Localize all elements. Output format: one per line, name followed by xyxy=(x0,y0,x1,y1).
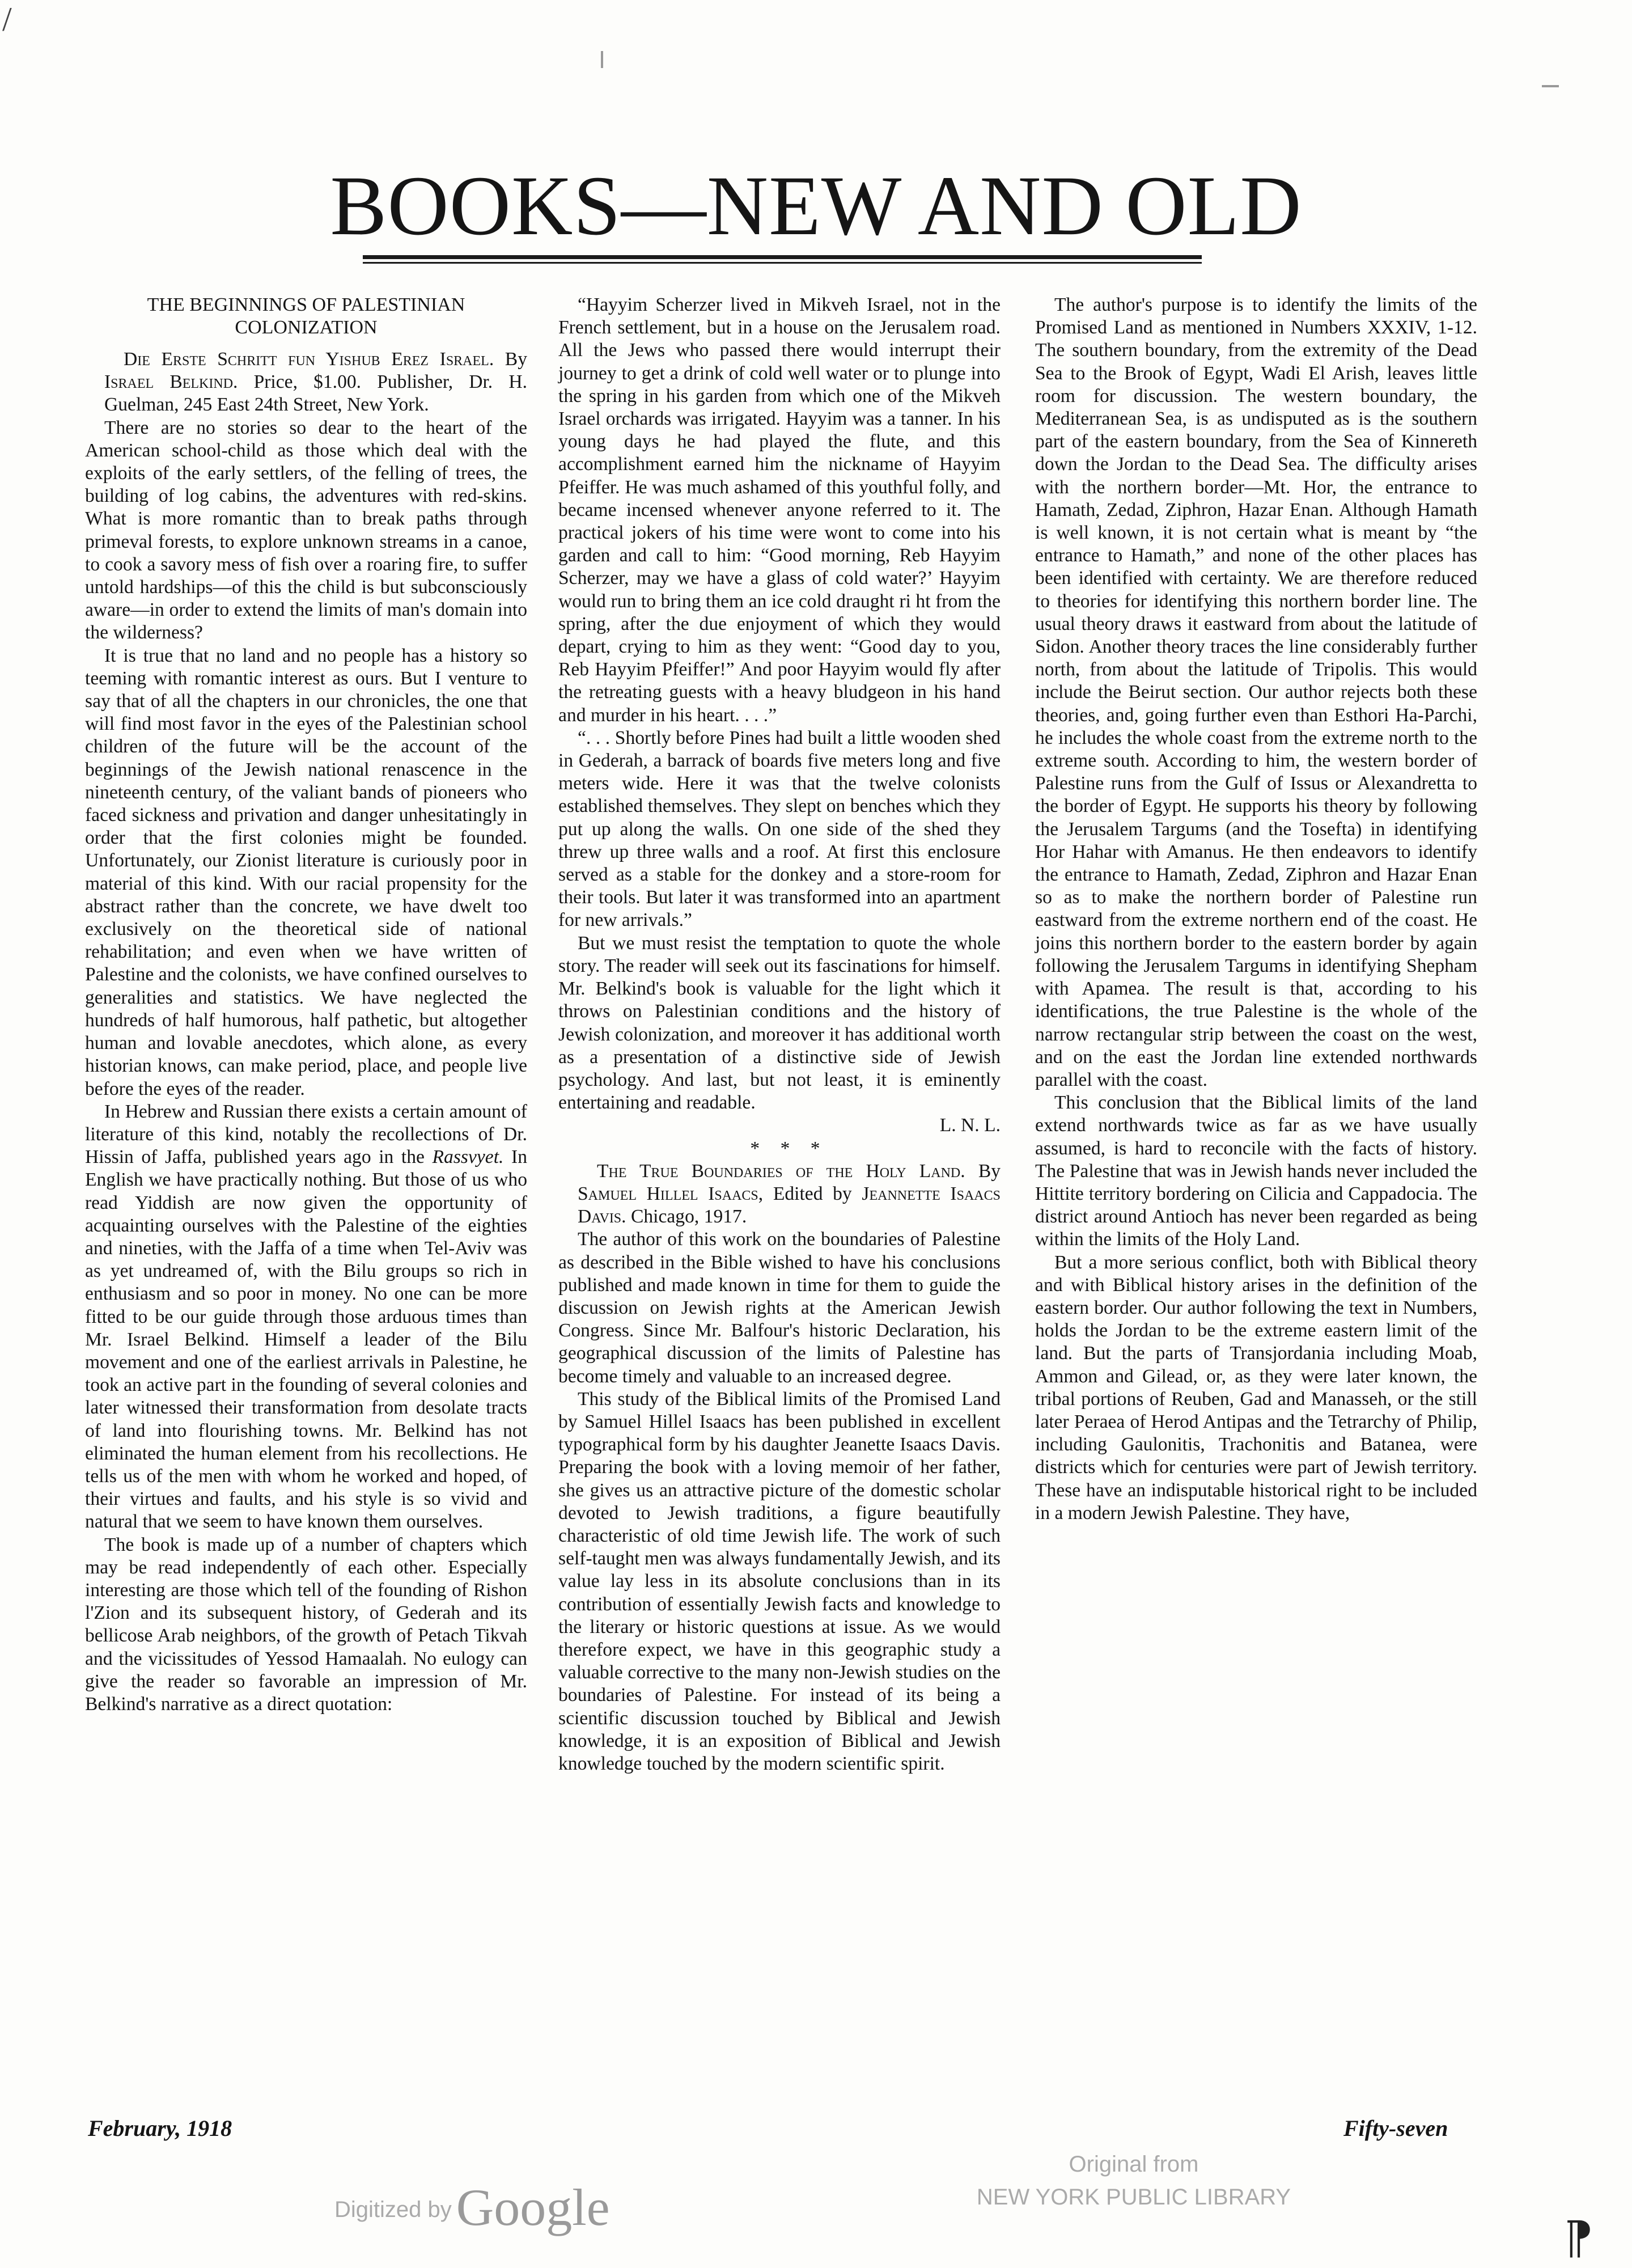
book-details: Chicago, 1917. xyxy=(630,1206,747,1228)
text-run: In English we have practically nothing. But those of us who read Yiddish are now given the opportunity of acquainting ourselves with the Palestine of the eighties and nineties, with the Jaffa of a time when Tel-Aviv was as yet undreamed of, with the Bilu groups so rich in enthusiasm and so poor in money. No one can be more fitted to be our guide through those arduous times than Mr. Israel Belkind. Himself a leader of the Bilu movement and one of the earliest arrivals in Palestine, he took an active part in the founding of several colonies and later witnessed their transformation from desolate tracts of land into flourishing towns. Mr. Belkind has not eliminated the human element from his recollections. He tells us of the men with whom he worked and hoped, of their virtues and faults, and his style is so vivid and natural that we seem to have known them ourselves. xyxy=(85,1146,527,1533)
editor-prefix: Edited by xyxy=(773,1183,852,1204)
digitized-by-notice xyxy=(334,2177,610,2237)
review-heading: THE BEGINNINGS OF PALESTINIAN COLONIZATION xyxy=(147,294,465,338)
paragraph: This study of the Biblical limits of the Promised Land by Samuel Hillel Isaacs has been published in excellent typographical form by his daughter Jeanette Isaacs Davis. Preparing the book with a loving memoir of her father, she gives us an attractive picture of the domestic scholar devoted to Jewish traditions, a figure beautifully characteristic of old time Jewish life. The work of such self-taught men was always fundamentally Jewish, and its value lay less in its absolute conclusions than in its contribution of essentially Jewish facts and knowledge to the literary or historic questions at issue. As we would therefore expect, we have in this geographic study a valuable corrective to the many non-Jewish studies on the boundaries of Palestine. For instead of its being a scientific discussion touched by Biblical and Jewish knowledge, it is an exposition of Biblical and Jewish knowledge touched by the modern scientific spirit. xyxy=(558,1388,1001,1774)
scan-dash xyxy=(601,51,603,68)
column-2 xyxy=(558,294,1001,1775)
paragraph xyxy=(85,1101,527,1534)
masthead-rule-thin xyxy=(363,262,1202,264)
library-name: NEW YORK PUBLIC LIBRARY xyxy=(976,2185,1291,2210)
text-run: In Hebrew and Russian there exists a certain amount of literature of this kind, notably the recollections of Dr. Hissin of Jaffa, published years ago in the xyxy=(85,1101,527,1168)
review-signature: L. N. L. xyxy=(939,1115,1001,1136)
masthead-rule-thick xyxy=(363,255,1202,259)
scan-dash xyxy=(1542,85,1559,87)
edge-mark: / xyxy=(2,1,12,38)
footer-page-number: Fifty-seven xyxy=(1343,2115,1448,2141)
paragraph: The book is made up of a number of chapters which may be read independently of each other. Especially interesting are those which tell of the founding of Rishon l'Zion and its subsequent history, of Gederah and its bellicose Arab neighbors, of the growth of Petach Tikvah and the vicissitudes of Yessod Hamaalah. No eulogy can give the reader so favorable an impression of Mr. Belkind's narrative as a direct quotation: xyxy=(85,1534,527,1715)
review-bibliography xyxy=(558,1160,1001,1229)
paragraph: But a more serious conflict, both with Biblical theory and with Biblical history arises in the definition of the eastern border. Our author following the text in Numbers, holds the Jordan to be the extreme eastern limit of the land. But the parts of Transjordania including Moab, Ammon and Gilead, or, as they were later known, the tribal portions of Reuben, Gad and Manasseh, or the still later Peraea of Herod Antipas and the Tetrarchy of Philip, including Gaulonitis, Trachonitis and Batanea, were districts which for centuries were part of Jewish territory. These have an indisputable historical right to be included in a modern Jewish Palestine. They have, xyxy=(1035,1251,1477,1524)
book-author: Israel Belkind. xyxy=(104,371,238,393)
book-editor: Jeannette Isaacs Davis. xyxy=(578,1183,1001,1228)
paragraph: The author's purpose is to identify the limits of the Promised Land as mentioned in Numbers XXXIV, 1-12. The southern boundary, from the extremity of the Dead Sea to the Brook of Egypt, Wadi El Arish, leaves little room for discussion. The western boundary, the Mediterranean Sea, is as undisputed as is the southern part of the eastern boundary, from the Sea of Kinnereth down the Jordan to the Dead Sea. The difficulty arises with the northern border—Mt. Hor, the entrance to Hamath, Zedad, Ziphron, Hazar Enan. Although Hamath is well known, it is not certain what is meant by “the entrance to Hamath,” and none of the other places has been identified with certainty. We are therefore reduced to theories for identifying this northern border line. The usual theory draws it eastward from about the latitude of Sidon. Another theory traces the line considerably further north, from about the latitude of Tripolis. This would include the Beirut section. Our author rejects both these theories, and, going further even than Esthori Ha-Parchi, he includes the whole coast from the extreme north to the extreme south. According to him, the western border of Palestine runs from the Gulf of Issus or Alexandretta to the border of Egypt. He supports his theory by following the Jerusalem Targums (and the Tosefta) in identifying Hor Hahar with Amanus. He then endeavors to identify the entrance to Hamath, Zedad, Ziphron and Hazar Enan so as to make the northern border of Palestine run eastward from the extreme northern end of the coast. He joins this northern border to the eastern border by again following the Jerusalem Targums in identifying Shepham with Apamea. The result is that, according to his identifications, the true Palestine is the whole of the narrow rectangular strip between the coast on the west, and on the east the Jordan line extended northwards parallel with the coast. xyxy=(1035,294,1477,1090)
paragraph: The author of this work on the boundaries of Palestine as described in the Bible wished to have his conclusions published and made known in time for them to guide the discussion on Jewish rights at the American Jewish Congress. Since Mr. Balfour's historic Declaration, his geographical discussion of the limits of Palestine has become timely and valuable to an increased degree. xyxy=(558,1229,1001,1387)
paragraph: This conclusion that the Biblical limits of the land extend northwards twice as far as we have usually assumed, is hard to reconcile with the facts of history. The Palestine that was in Jewish hands never included the Hittite territory bordering on Cilicia and Cappadocia. The district around Antioch has never been regarded as being within the limits of the Holy Land. xyxy=(1035,1092,1477,1250)
paragraph: There are no stories so dear to the heart of the American school-child as those which deal with the exploits of the early settlers, of the felling of trees, the building of log cabins, the adventures with red-skins. What is more romantic than to break paths through primeval forests, to explore unknown streams in a canoe, to cook a savory mess of fish over a roaring fire, to suffer untold hardships—of this the child is but subconsciously aware—in order to extend the limits of man's domain into the wilderness? xyxy=(85,417,527,644)
digitized-prefix: Digitized by xyxy=(334,2197,452,2222)
scan-artifact: ⁋ xyxy=(1565,2214,1593,2263)
original-source-notice xyxy=(975,2148,1292,2214)
review-bibliography xyxy=(85,348,527,417)
book-author: Samuel Hillel Isaacs, xyxy=(578,1183,764,1204)
paragraph: It is true that no land and no people has a history so teeming with romantic interest as ours. But I venture to say that of all the chapters in our chronicles, the one that will find most favor in the eyes of the Palestinian school children of the future will be the account of the beginnings of the Jewish national renascence in the nineteenth century, of the valiant bands of pioneers who faced sickness and privation and danger unhesitatingly in order that the first colonies might be founded. Unfortunately, our Zionist literature is curiously poor in material of this kind. With our racial propensity for the abstract rather than the concrete, we have dwelt too exclusively on the theoretical side of national rehabilitation; and even when we have written of Palestine and the colonists, we have confined ourselves to generalities and statistics. We have neglected the hundreds of half humorous, half pathetic, but altogether human and lovable anecdotes, which alone, as every historian knows, can make period, place, and people live before the eyes of the reader. xyxy=(85,645,527,1099)
column-1 xyxy=(85,294,527,1716)
quotation: “. . . Shortly before Pines had built a little wooden shed in Gederah, a barrack of boards five meters long and five meters wide. Here it was that the twelve colonists established themselves. They slept on benches which they put up along the walls. On one side of the shed they threw up three walls and a roof. At first this enclosure served as a stable for the donkey and a store-room for their tools. But later it was transformed into an apartment for new arrivals.” xyxy=(558,727,1001,931)
publication-title: Rassvyet. xyxy=(432,1146,504,1168)
column-3 xyxy=(1035,294,1477,1525)
google-logo: Google xyxy=(456,2178,610,2236)
paragraph: But we must resist the temptation to quote the whole story. The reader will seek out its fascinations for himself. Mr. Belkind's book is valuable for the light which it throws on Palestinian conditions and the history of Jewish colonization, and moreover it has additional worth as a presentation of a distinctive side of Jewish psychology. And last, but not least, it is eminently entertaining and readable. xyxy=(558,932,1001,1114)
author-prefix: By xyxy=(978,1160,1001,1182)
book-details: Price, $1.00. Publisher, Dr. H. Guelman, 245 East 24th Street, New York. xyxy=(104,371,527,416)
masthead: BOOKS—NEW AND OLD xyxy=(330,159,1302,253)
footer-date: February, 1918 xyxy=(88,2115,232,2141)
author-prefix: By xyxy=(505,349,527,370)
quotation: “Hayyim Scherzer lived in Mikveh Israel, not in the French settlement, but in a house on the Jerusalem road. All the Jews who passed there would interrupt their journey to get a drink of cold well water or to plunge into the spring in his garden from which one of the Mikveh Israel orchards was irrigated. Hayyim was a tanner. In his young days he had played the flute, and this accomplishment earned him the nickname of Hayyim Pfeiffer. He was much ashamed of this youthful folly, and became incensed whenever anyone referred to it. The practical jokers of his time were wont to come into his garden and call to him: “Good morning, Reb Hayyim Scherzer, may we have a glass of cold water?’ Hayyim would run to bring them an ice cold draught ri ht from the spring, after the due enjoyment of which they would depart, crying to him as they went: “Good day to you, Reb Hayyim Pfeiffer!” And poor Hayyim would fly after the retreating guests with a heavy bludgeon in his hand and murder in his heart. . . .” xyxy=(558,294,1001,726)
book-title: Die Erste Schritt fun Yishub Erez Israel. xyxy=(124,349,494,370)
book-title: The True Boundaries of the Holy Land. xyxy=(597,1160,965,1182)
section-separator: * * * xyxy=(750,1137,828,1159)
original-from-label: Original from xyxy=(1069,2152,1199,2177)
